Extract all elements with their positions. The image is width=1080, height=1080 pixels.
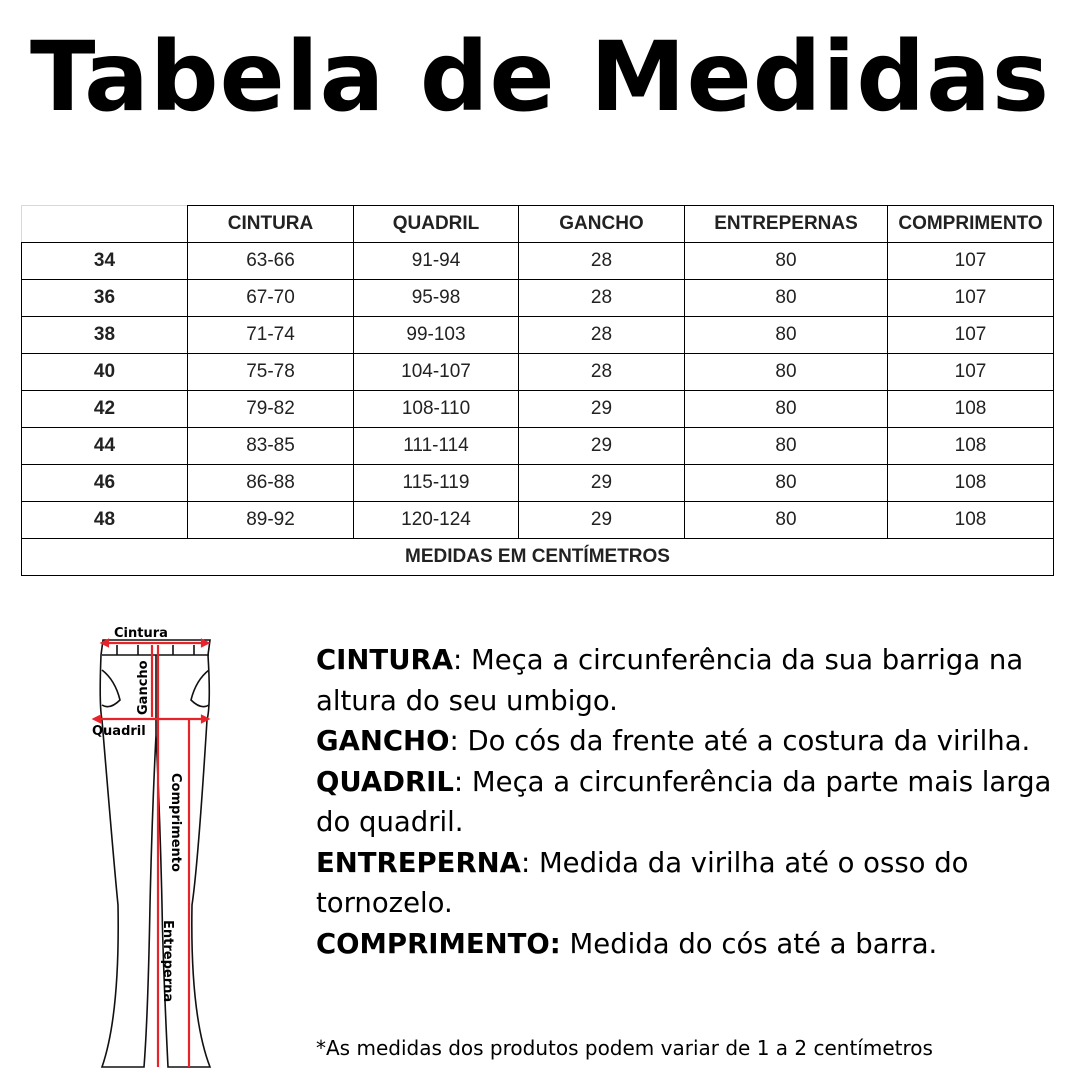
table-cell: 104-107 — [354, 354, 519, 391]
size-cell: 46 — [22, 465, 188, 502]
desc-sep: : — [452, 644, 471, 676]
table-cell: 28 — [519, 354, 685, 391]
table-cell: 99-103 — [354, 317, 519, 354]
table-cell: 80 — [685, 243, 888, 280]
table-cell: 80 — [685, 428, 888, 465]
table-footer: MEDIDAS EM CENTÍMETROS — [22, 539, 1054, 576]
table-cell: 29 — [519, 465, 685, 502]
table-cell: 80 — [685, 280, 888, 317]
table-cell: 86-88 — [188, 465, 354, 502]
size-cell: 34 — [22, 243, 188, 280]
measurement-note: *As medidas dos produtos podem variar de 1 a 2 centímetros — [316, 1036, 933, 1060]
table-row — [22, 465, 1054, 502]
table-cell: 108 — [888, 465, 1054, 502]
size-cell: 48 — [22, 502, 188, 539]
desc-term: CINTURA — [316, 644, 453, 676]
table-header-row — [22, 206, 1054, 243]
desc-text: Meça a circunferência da sua barriga na altura do seu umbigo. — [316, 644, 1024, 717]
desc-comprimento — [316, 924, 1056, 965]
size-table — [21, 205, 1054, 576]
desc-text: Medida do cós até a barra. — [569, 927, 938, 960]
table-cell: 108 — [888, 428, 1054, 465]
diagram-label-quadril: Quadril — [92, 724, 146, 739]
table-cell: 29 — [519, 391, 685, 428]
desc-gancho — [316, 721, 1056, 762]
diagram-label-gancho: Gancho — [136, 660, 151, 715]
table-cell: 115-119 — [354, 465, 519, 502]
desc-text: Medida da virilha até o osso do tornozelo. — [316, 846, 969, 919]
table-cell: 80 — [685, 391, 888, 428]
table-cell: 28 — [519, 243, 685, 280]
diagram-label-cintura: Cintura — [114, 626, 168, 641]
desc-term: ENTREPERNA — [316, 846, 521, 879]
table-footer-row — [22, 539, 1054, 576]
table-cell: 67-70 — [188, 280, 354, 317]
table-cell: 75-78 — [188, 354, 354, 391]
table-row — [22, 502, 1054, 539]
size-cell: 44 — [22, 428, 188, 465]
diagram-label-entreperna: Entreperna — [160, 920, 175, 1003]
desc-sep: : — [520, 846, 539, 879]
pants-diagram — [80, 615, 240, 1075]
table-cell: 28 — [519, 317, 685, 354]
size-cell: 36 — [22, 280, 188, 317]
table-cell: 120-124 — [354, 502, 519, 539]
table-cell: 91-94 — [354, 243, 519, 280]
measurement-descriptions — [316, 640, 1056, 964]
diagram-label-comprimento: Comprimento — [168, 773, 183, 872]
table-header-entrepernas: ENTREPERNAS — [685, 206, 888, 243]
desc-term: COMPRIMENTO: — [316, 927, 561, 960]
desc-text: Meça a circunferência da parte mais larga do quadril. — [316, 765, 1052, 838]
table-header-gancho: GANCHO — [519, 206, 685, 243]
table-cell: 80 — [685, 354, 888, 391]
table-cell: 80 — [685, 502, 888, 539]
size-cell: 38 — [22, 317, 188, 354]
desc-term: GANCHO — [316, 725, 450, 757]
table-cell: 63-66 — [188, 243, 354, 280]
table-cell: 107 — [888, 280, 1054, 317]
table-cell: 107 — [888, 317, 1054, 354]
table-cell: 80 — [685, 317, 888, 354]
table-header-cintura: CINTURA — [188, 206, 354, 243]
table-header-comprimento: COMPRIMENTO — [888, 206, 1054, 243]
desc-sep — [561, 928, 570, 960]
table-row — [22, 391, 1054, 428]
size-cell: 40 — [22, 354, 188, 391]
desc-quadril — [316, 762, 1056, 843]
table-header-quadril: QUADRIL — [354, 206, 519, 243]
desc-term: QUADRIL — [316, 765, 454, 798]
table-row — [22, 243, 1054, 280]
table-cell: 108-110 — [354, 391, 519, 428]
table-cell: 95-98 — [354, 280, 519, 317]
desc-text: Do cós da frente até a costura da virilha. — [467, 725, 1031, 757]
table-cell: 71-74 — [188, 317, 354, 354]
page-title: Tabela de Medidas — [30, 21, 1050, 133]
table-header-blank — [22, 206, 188, 243]
table-cell: 107 — [888, 243, 1054, 280]
table-cell: 83-85 — [188, 428, 354, 465]
table-row — [22, 317, 1054, 354]
table-cell: 29 — [519, 428, 685, 465]
table-cell: 28 — [519, 280, 685, 317]
desc-sep: : — [449, 725, 468, 757]
table-cell: 111-114 — [354, 428, 519, 465]
table-cell: 108 — [888, 502, 1054, 539]
table-row — [22, 354, 1054, 391]
pants-outline-icon — [100, 640, 210, 1067]
desc-sep: : — [453, 765, 472, 798]
table-row — [22, 428, 1054, 465]
table-cell: 89-92 — [188, 502, 354, 539]
size-cell: 42 — [22, 391, 188, 428]
desc-entreperna — [316, 843, 1056, 924]
desc-cintura — [316, 640, 1056, 721]
table-cell: 80 — [685, 465, 888, 502]
table-cell: 29 — [519, 502, 685, 539]
table-row — [22, 280, 1054, 317]
table-cell: 108 — [888, 391, 1054, 428]
table-cell: 79-82 — [188, 391, 354, 428]
table-cell: 107 — [888, 354, 1054, 391]
